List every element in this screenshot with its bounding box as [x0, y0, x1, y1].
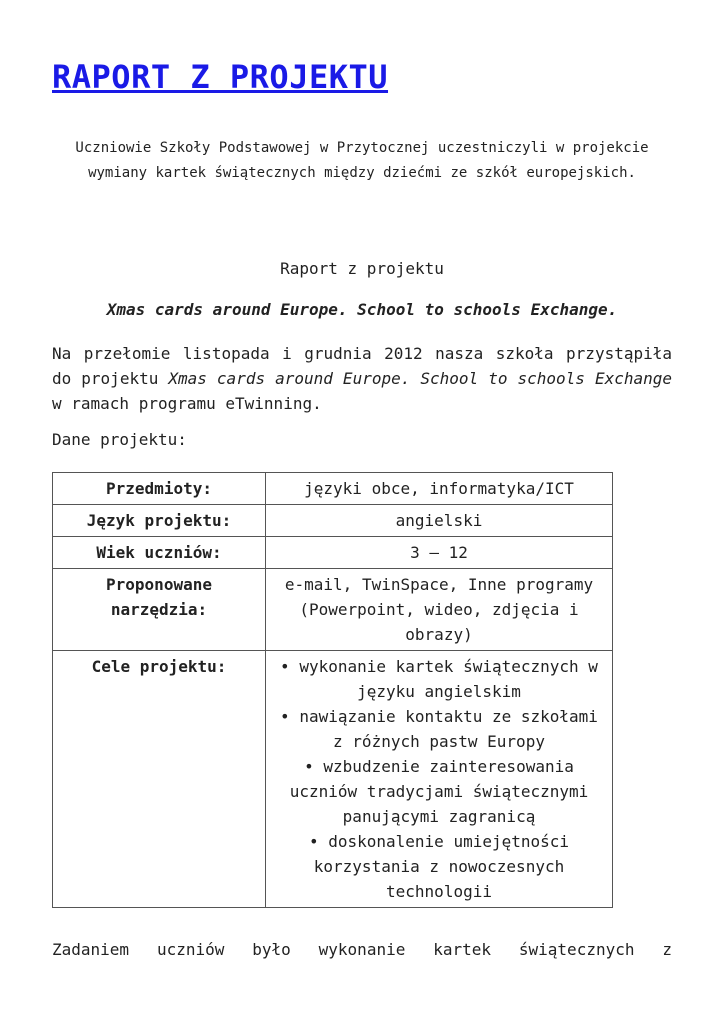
table-row [53, 505, 613, 537]
row-value: e-mail, TwinSpace, Inne programy (Powerpoint, wideo, zdjęcia i obrazy) [266, 569, 613, 651]
intro-paragraph [52, 341, 672, 416]
row-value: 3 – 12 [266, 537, 613, 569]
table-row [53, 569, 613, 651]
project-data-label: Dane projektu: [52, 430, 187, 449]
goal-item: • nawiązanie kontaktu ze szkołami z różnych pastw Europy [280, 707, 598, 751]
project-name: Xmas cards around Europe. School to schools Exchange. [106, 300, 618, 319]
project-data-table [52, 472, 613, 908]
goals-label: Cele projektu: [53, 651, 266, 908]
table-row-goals [53, 651, 613, 908]
table-row [53, 537, 613, 569]
goal-item: • wzbudzenie zainteresowania uczniów tradycjami świątecznymi panującymi zagranicą [289, 757, 589, 826]
goals-list [266, 651, 613, 908]
intro-line-2: wymiany kartek świątecznych między dziećmi ze szkół europejskich. [88, 165, 636, 181]
row-label: Proponowane narzędzia: [53, 569, 266, 651]
row-label: Język projektu: [53, 505, 266, 537]
table-row [53, 473, 613, 505]
goal-item: • doskonalenie umiejętności korzystania z nowoczesnych technologii [308, 832, 570, 901]
row-label: Wiek uczniów: [53, 537, 266, 569]
paragraph-text-after: w ramach programu eTwinning. [52, 394, 322, 413]
report-subheading: Raport z projektu [280, 259, 444, 278]
goal-item: • wykonanie kartek świątecznych w języku angielskim [280, 657, 598, 701]
row-value: języki obce, informatyka/ICT [266, 473, 613, 505]
paragraph-text-before: Na przełomie listopada i grudnia 2012 nasza szkoła przystąpiła do projektu [52, 344, 672, 388]
row-label: Przedmioty: [53, 473, 266, 505]
bottom-paragraph: Zadaniem uczniów było wykonanie kartek świątecznych z [52, 940, 672, 959]
page-title-link[interactable]: RAPORT Z PROJEKTU [52, 58, 389, 96]
row-value: angielski [266, 505, 613, 537]
paragraph-project-name: Xmas cards around Europe. School to schools Exchange [168, 369, 673, 388]
intro-text [52, 136, 672, 186]
intro-line-1: Uczniowie Szkoły Podstawowej w Przytocznej uczestniczyli w projekcie [75, 140, 649, 156]
